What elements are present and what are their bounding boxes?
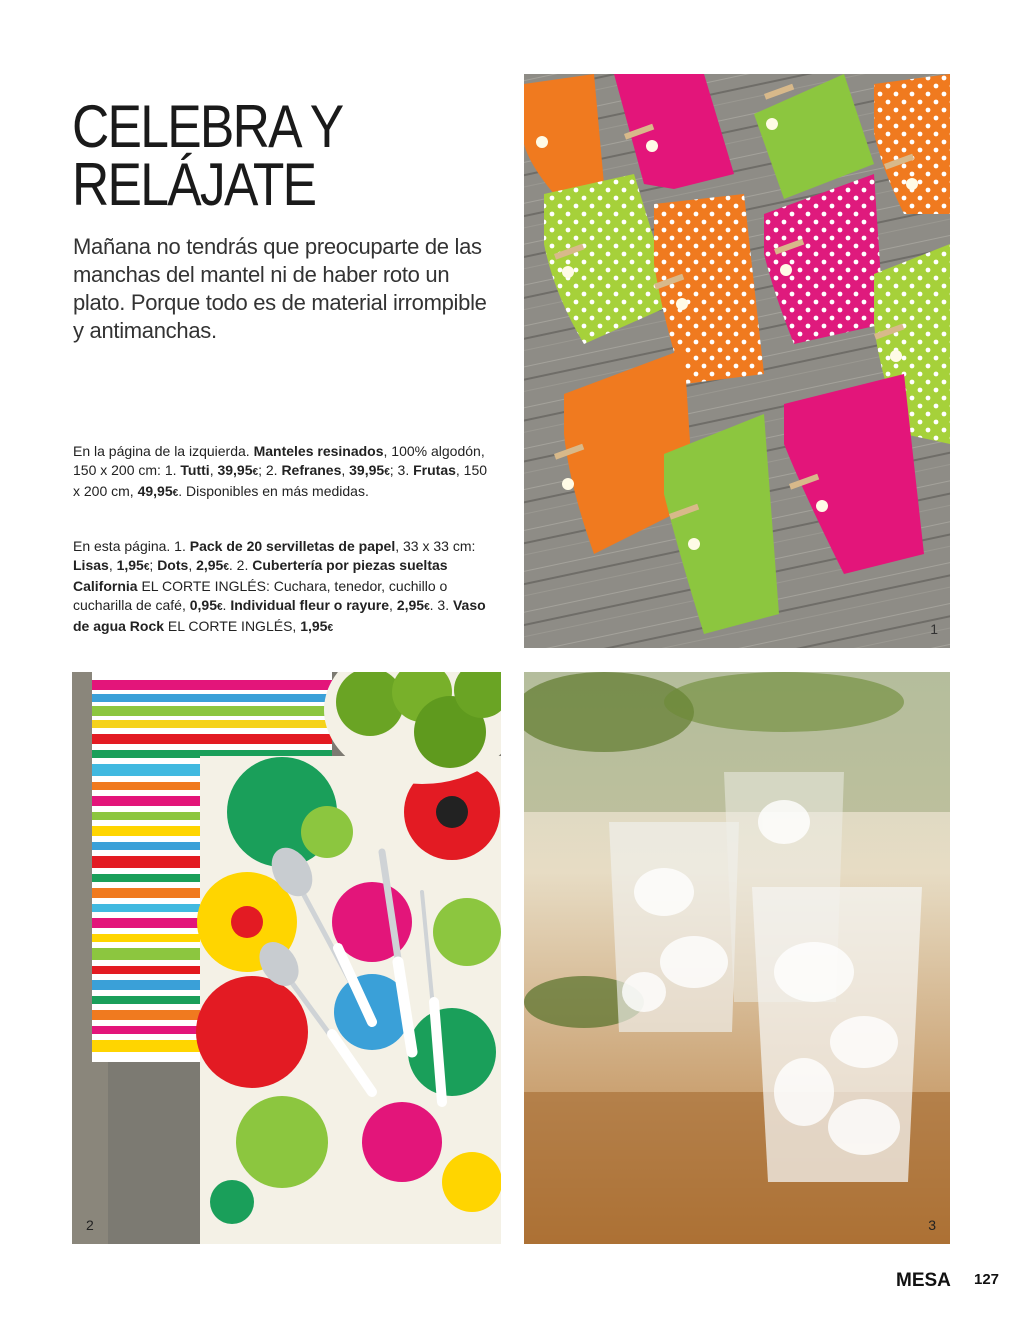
cutlery-illustration [72, 672, 501, 1244]
photo-1-number: 1 [930, 621, 938, 637]
glasses-illustration [524, 672, 950, 1244]
photo-cutlery [72, 672, 501, 1244]
page-title [72, 93, 433, 218]
footer-page-number: 127 [974, 1271, 1000, 1288]
caption-this-page: En esta página. 1. Pack de 20 servilletas de papel, 33 x 33 cm: Lisas, 1,95€; Dots, 2,95€. 2. Cubertería por piezas sueltas California EL CORTE INGLÉS: Cuchara, tenedor, cuchillo o cucharilla de café, 0,95€. Individual fleur o rayure, 2,95€. 3. Vaso de agua Rock EL CORTE INGLÉS, 1,95€ [73, 538, 486, 634]
photo-3-number: 3 [928, 1217, 936, 1233]
photo-napkins [524, 74, 950, 648]
footer-section-name: MESA [896, 1270, 951, 1291]
title-line-2: RELÁJATE [72, 151, 316, 218]
photo-2-number: 2 [86, 1217, 94, 1233]
caption-tablecloths: En la página de la izquierda. Manteles resinados, 100% algodón, 150 x 200 cm: 1. Tutti, 39,95€; 2. Refranes, 39,95€; 3. Frutas, 150 x 200 cm, 49,95€. Disponibles en más medidas. [73, 443, 488, 499]
lead-paragraph: Mañana no tendrás que preocuparte de las manchas del mantel ni de haber roto un plato. Porque todo es de material irrompible y antimanchas. [73, 234, 487, 343]
title-line-1: CELEBRA Y [72, 93, 343, 160]
photo-glasses [524, 672, 950, 1244]
napkins-illustration [524, 74, 950, 648]
